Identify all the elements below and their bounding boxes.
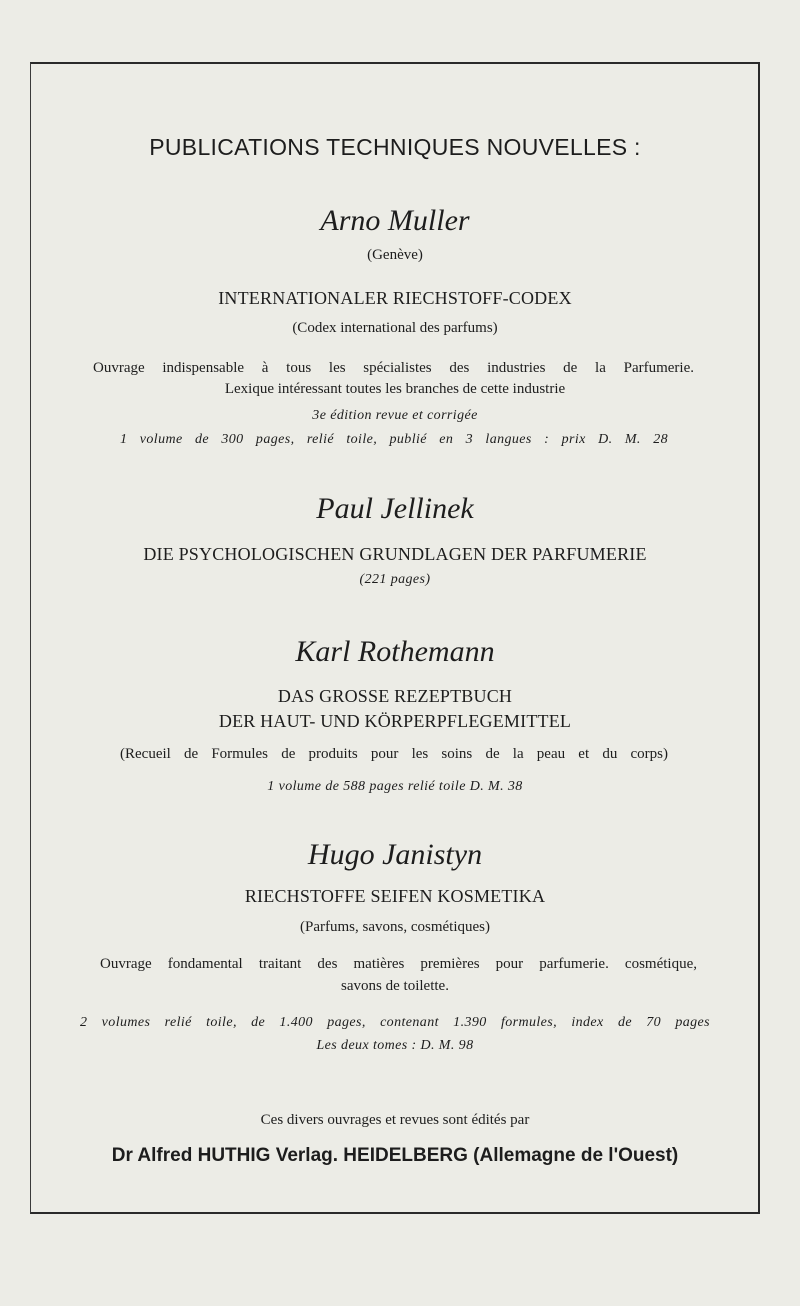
publisher-intro: Ces divers ouvrages et revues sont édités par [260,1112,530,1128]
book-subtitle-kosmetika: (Parfums, savons, cosmétiques) [300,919,490,935]
author-paul-jellinek: Paul Jellinek [316,492,474,525]
author-karl-rothemann: Karl Rothemann [295,635,495,668]
book-description-kosmetika-2: savons de toilette. [341,978,449,994]
page-heading: PUBLICATIONS TECHNIQUES NOUVELLES : [149,134,641,160]
book-title-kosmetika: RIECHSTOFFE SEIFEN KOSMETIKA [244,886,546,906]
book-edition: 3e édition revue et corrigée [312,408,478,423]
book-details-rezeptbuch: 1 volume de 588 pages relié toile D. M. 38 [267,779,523,794]
book-subtitle-rezeptbuch: (Recueil de Formules de produits pour les soins de la peau et du corps) [120,746,668,762]
book-pages: (221 pages) [359,572,431,587]
author-hugo-janistyn: Hugo Janistyn [307,838,483,871]
book-description-kosmetika-1: Ouvrage fondamental traitant des matières premières pour parfumerie. cosmétique, [100,956,697,972]
book-title-codex: INTERNATIONALER RIECHSTOFF-CODEX [218,288,572,308]
publisher-name: Dr Alfred HUTHIG Verlag. HEIDELBERG (Allemagne de l'Ouest) [111,1145,679,1166]
book-details-kosmetika-1: 2 volumes relié toile, de 1.400 pages, contenant 1.390 formules, index de 70 pages [80,1015,710,1030]
book-title-rezeptbuch-2: DER HAUT- UND KÖRPERPFLEGEMITTEL [218,711,572,731]
book-details-codex: 1 volume de 300 pages, relié toile, publié en 3 langues : prix D. M. 28 [120,432,668,447]
author-arno-muller: Arno Muller [320,204,470,237]
book-details-kosmetika-2: Les deux tomes : D. M. 98 [316,1038,474,1053]
book-title-rezeptbuch-1: DAS GROSSE REZEPTBUCH [277,686,513,706]
book-subtitle-codex: (Codex international des parfums) [292,320,498,336]
author-location: (Genève) [367,247,423,263]
book-description-line1: Ouvrage indispensable à tous les spécialistes des industries de la Parfumerie. [93,360,694,376]
book-title-psychologie: DIE PSYCHOLOGISCHEN GRUNDLAGEN DER PARFUMERIE [143,544,647,564]
book-description-line2: Lexique intéressant toutes les branches de cette industrie [224,381,566,397]
